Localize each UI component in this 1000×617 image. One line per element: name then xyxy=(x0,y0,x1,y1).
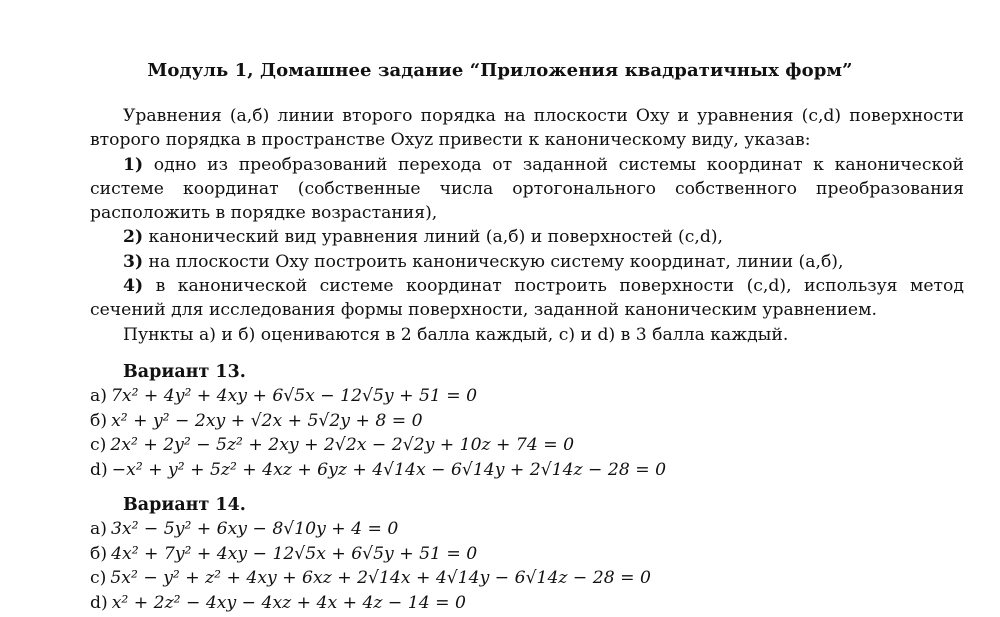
equation-label: c) xyxy=(90,435,107,455)
task-item-text: одно из преобразований перехода от заданной системы координат к канонической системе координат (собственные числа ортогонального собственного преобразования расположить в порядке возрастания), xyxy=(90,154,964,224)
equation: 5x² − y² + z² + 4xy + 6xz + 2√14x + 4√14y − 6√14z − 28 = 0 xyxy=(110,568,651,588)
equation-label: d) xyxy=(90,592,108,613)
grading-note xyxy=(90,323,964,347)
task-item-2 xyxy=(90,225,964,249)
equation-row xyxy=(90,384,970,409)
variant-14-section xyxy=(90,493,970,615)
equation: 7x² + 4y² + 4xy + 6√5x − 12√5y + 51 = 0 xyxy=(110,386,478,406)
equation-label: б) xyxy=(90,410,108,431)
task-item-4 xyxy=(90,274,964,323)
task-item-number: 1) xyxy=(123,154,144,175)
grading-note-text: Пункты а) и б) оцениваются в 2 балла каждый, c) и d) в 3 балла каждый. xyxy=(123,324,789,345)
task-item-number: 2) xyxy=(123,227,144,248)
equation-label: б) xyxy=(90,543,108,564)
equation: x² + 2z² − 4xy − 4xz + 4x + 4z − 14 = 0 xyxy=(111,592,466,613)
equation-row xyxy=(90,409,970,434)
task-item-number: 3) xyxy=(123,251,144,272)
equation-label: d) xyxy=(90,459,108,480)
equation-row xyxy=(90,517,970,542)
equation-row xyxy=(90,433,970,458)
equation: 4x² + 7y² + 4xy − 12√5x + 6√5y + 51 = 0 xyxy=(111,543,478,564)
task-item-text: в канонической системе координат построить поверхности (c,d), используя метод сечений для исследования формы поверхности, заданной каноническим уравнением. xyxy=(90,276,964,321)
task-item-3 xyxy=(90,250,964,274)
equation: 2x² + 2y² − 5z² + 2xy + 2√2x − 2√2y + 10z + 74 = 0 xyxy=(110,435,575,455)
task-item-text: на плоскости Oxy построить каноническую систему координат, линии (а,б), xyxy=(143,251,844,272)
equation: 3x² − 5y² + 6xy − 8√10y + 4 = 0 xyxy=(110,519,399,539)
equation: x² + y² − 2xy + √2x + 5√2y + 8 = 0 xyxy=(111,410,423,431)
task-intro-paragraph xyxy=(90,104,964,153)
variant-title: Вариант 14. xyxy=(123,495,246,515)
page-title: Модуль 1, Домашнее задание “Приложения квадратичных форм” xyxy=(147,60,853,81)
equation-label: а) xyxy=(90,519,107,539)
variant-13-section xyxy=(90,360,970,482)
task-description xyxy=(90,104,964,347)
equation-row xyxy=(90,542,970,567)
equation-row xyxy=(90,566,970,591)
equation-label: c) xyxy=(90,568,107,588)
variant-title: Вариант 13. xyxy=(123,362,246,382)
equation: −x² + y² + 5z² + 4xz + 6yz + 4√14x − 6√14y + 2√14z − 28 = 0 xyxy=(111,459,667,480)
task-item-1 xyxy=(90,153,964,226)
equation-label: а) xyxy=(90,386,107,406)
task-item-number: 4) xyxy=(123,276,144,297)
equation-row xyxy=(90,458,970,483)
task-intro-text: Уравнения (а,б) линии второго порядка на плоскости Oxy и уравнения (c,d) поверхности второго порядка в пространстве Oxyz привести к каноническому виду, указав: xyxy=(90,106,964,151)
task-item-text: канонический вид уравнения линий (а,б) и поверхностей (c,d), xyxy=(143,227,723,248)
equation-row xyxy=(90,591,970,616)
